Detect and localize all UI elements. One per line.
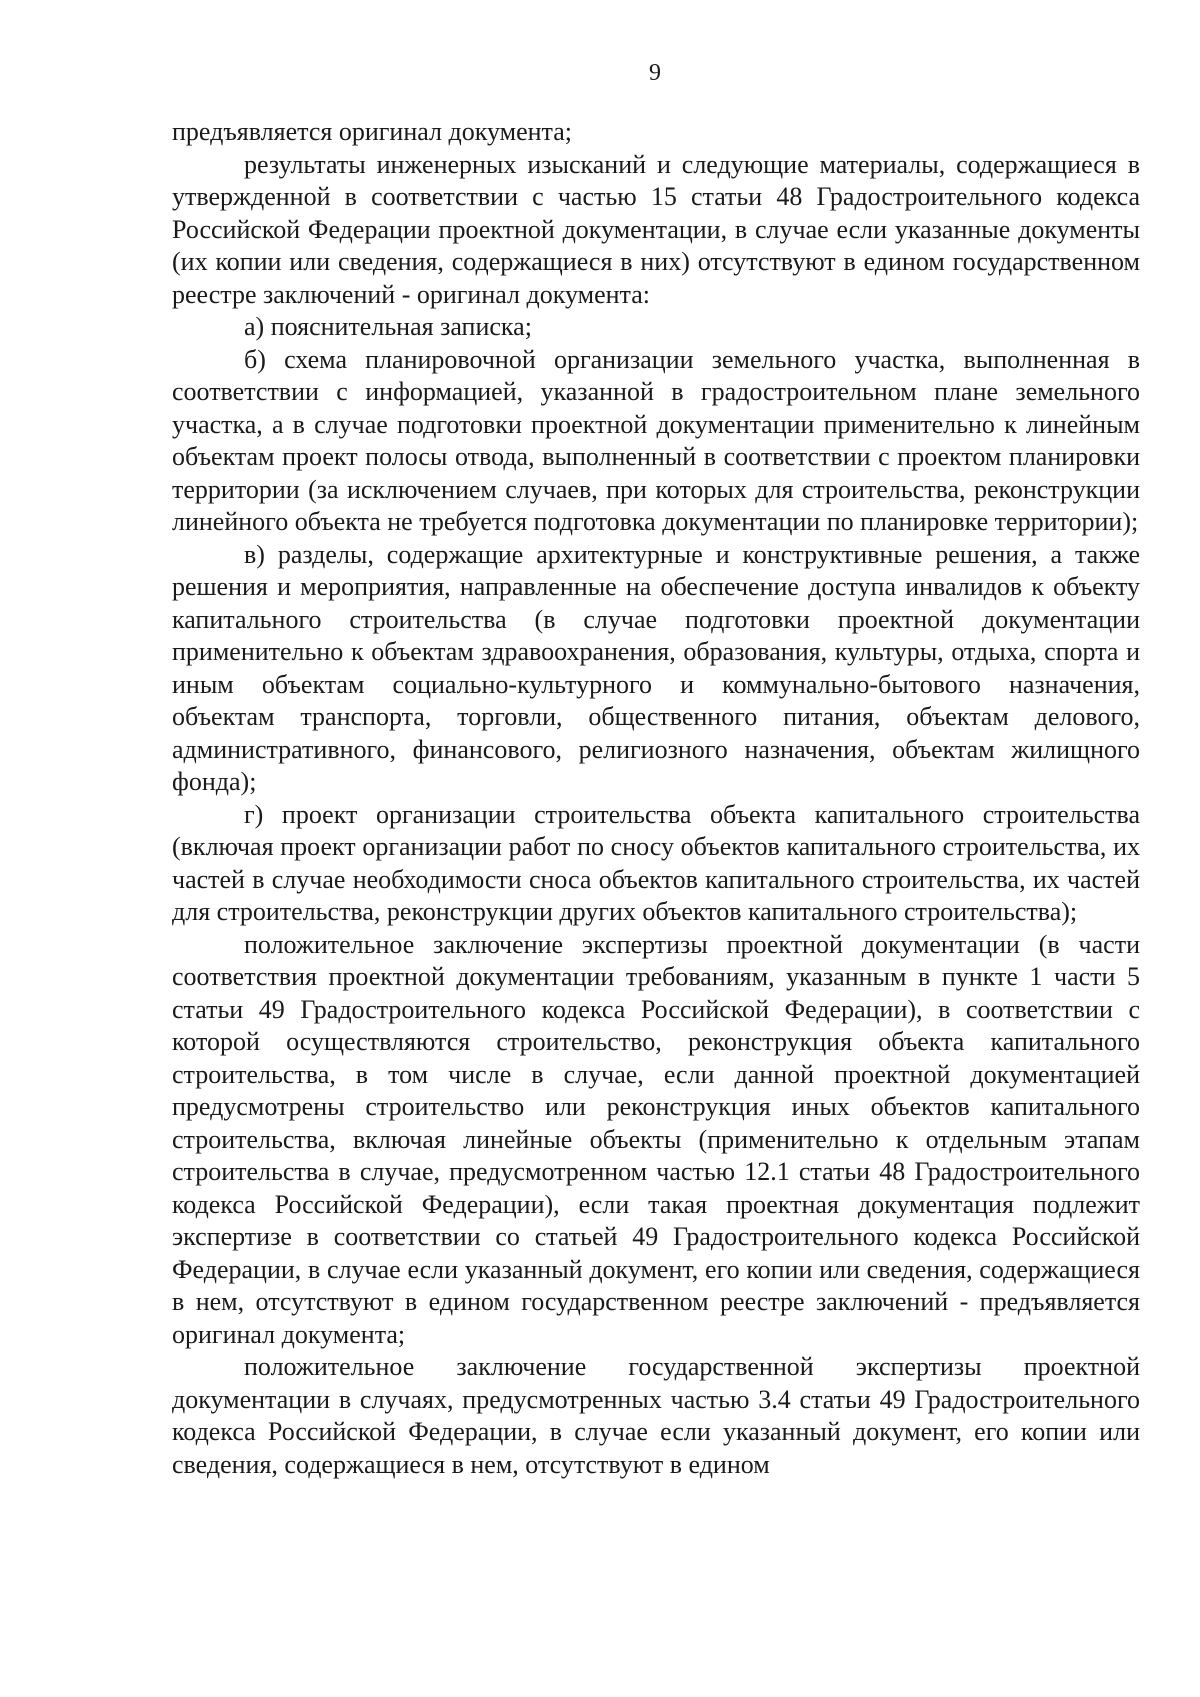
paragraph-item-b: б) схема планировочной организации земельного участка, выполненная в соответствии с информацией, указанной в градостроительном плане земельного участка, а в случае подготовки проектной документации применительно к линейным объектам проект полосы отвода, выполненный в соответствии с проектом планировки территории (за исключением случаев, при которых для строительства, реконструкции линейного объекта не требуется подготовка документации по планировке территории); xyxy=(172,344,1140,536)
paragraph-item-v: в) разделы, содержащие архитектурные и конструктивные решения, а также решения и мероприятия, направленные на обеспечение доступа инвалидов к объекту капитального строительства (в случае подготовки проектной документации применительно к объектам здравоохранения, образования, культуры, отдыха, спорта и иным объектам социально-культурного и коммунально-бытового назначения, объектам транспорта, торговли, общественного питания, объектам делового, административного, финансового, религиозного назначения, объектам жилищного фонда); xyxy=(172,539,1140,796)
paragraph-original-presented: предъявляется оригинал документа; xyxy=(172,117,572,146)
page-number: 9 xyxy=(649,60,661,86)
paragraph-engineering-surveys: результаты инженерных изысканий и следующие материалы, содержащиеся в утвержденной в соответствии с частью 15 статьи 48 Градостроительного кодекса Российской Федерации проектной документации, в случае если указанные документы (их копии или сведения, содержащиеся в них) отсутствуют в едином государственном реестре заключений - оригинал документа: xyxy=(172,149,1140,309)
paragraph-item-a: а) пояснительная записка; xyxy=(244,312,532,341)
paragraph-item-g: г) проект организации строительства объекта капитального строительства (включая проект организации работ по сносу объектов капитального строительства, их частей в случае необходимости сноса объектов капитального строительства, их частей для строительства, реконструкции других объектов капитального строительства); xyxy=(172,799,1140,926)
paragraph-expertise-conclusion: положительное заключение экспертизы проектной документации (в части соответствия проектной документации требованиям, указанным в пункте 1 части 5 статьи 49 Градостроительного кодекса Российской Федерации), в соответствии с которой осуществляются строительство, реконструкция объекта капитального строительства, в том числе в случае, если данной проектной документацией предусмотрены строительство или реконструкция иных объектов капитального строительства, включая линейные объекты (применительно к отдельным этапам строительства в случае, предусмотренном частью 12.1 статьи 48 Градостроительного кодекса Российской Федерации), если такая проектная документация подлежит экспертизе в соответствии со статьей 49 Градостроительного кодекса Российской Федерации, в случае если указанный документ, его копии или сведения, содержащиеся в нем, отсутствуют в едином государственном реестре заключений - предъявляется оригинал документа; xyxy=(172,929,1140,1349)
document-body xyxy=(172,116,1140,1481)
paragraph-state-expertise-conclusion: положительное заключение государственной экспертизы проектной документации в случаях, предусмотренных частью 3.4 статьи 49 Градостроительного кодекса Российской Федерации, в случае если указанный документ, его копии или сведения, содержащиеся в нем, отсутствуют в едином xyxy=(172,1352,1140,1479)
